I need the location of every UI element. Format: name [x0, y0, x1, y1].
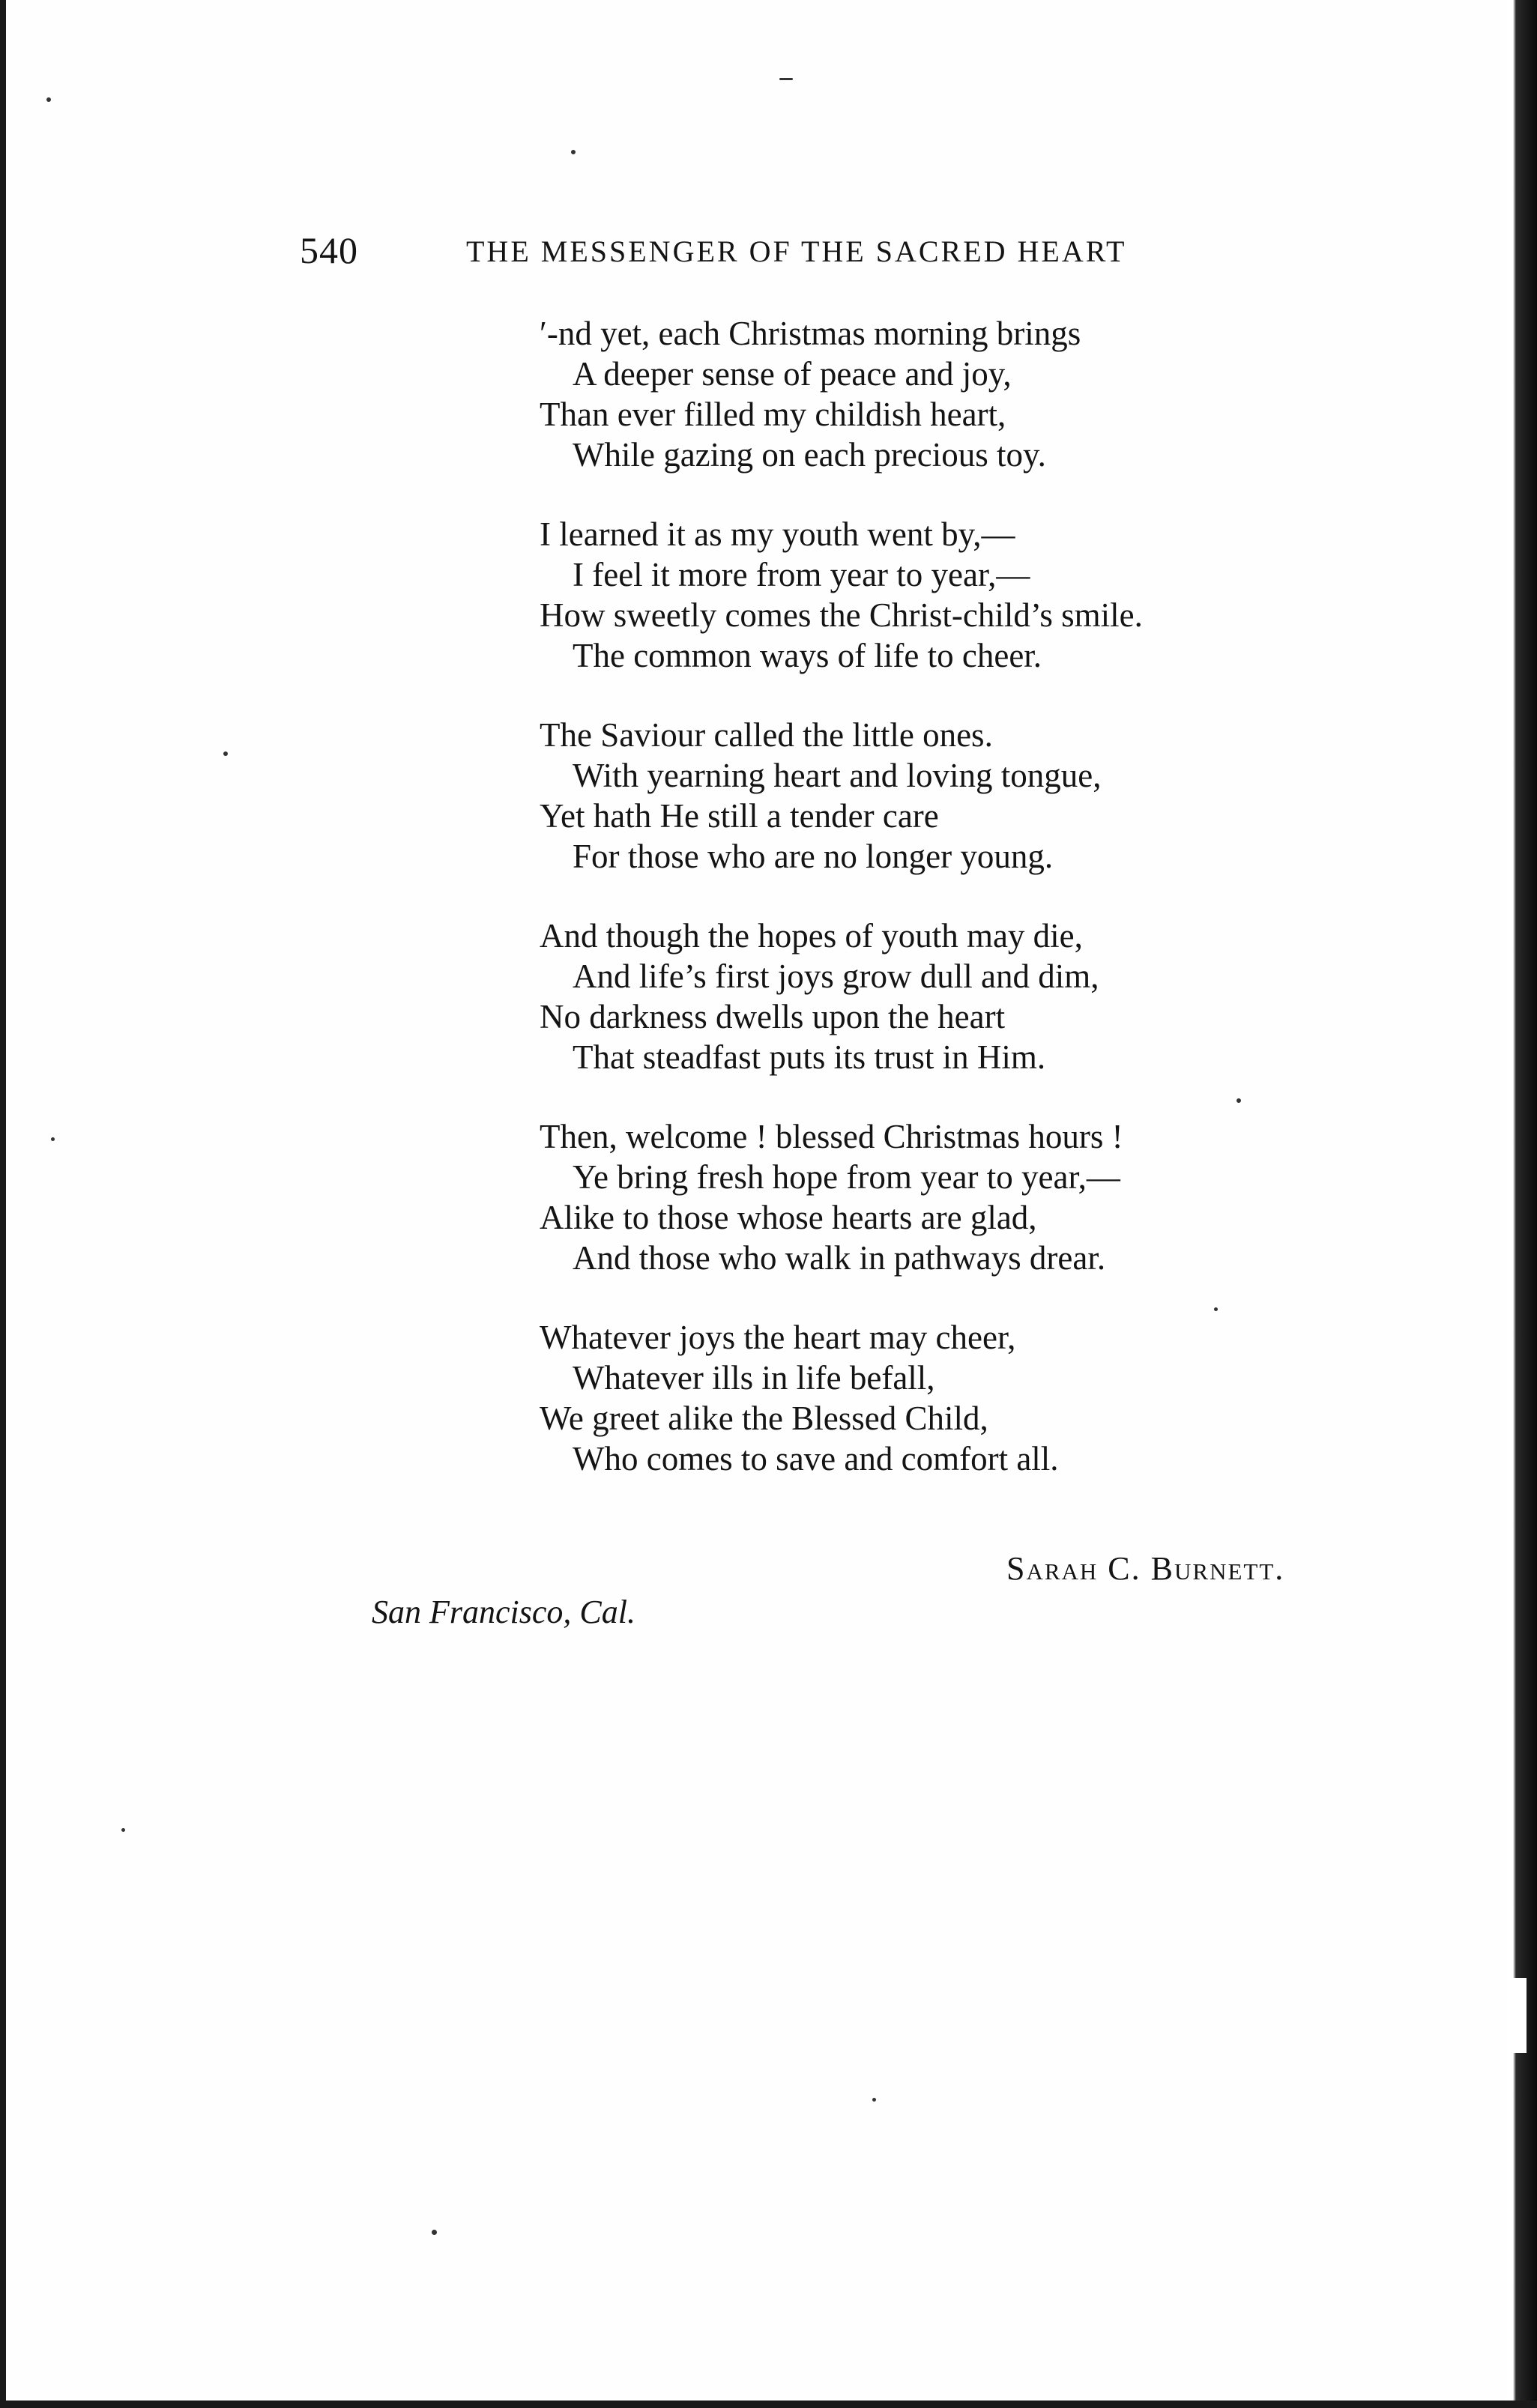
- stanza-3: [540, 715, 1401, 877]
- poem-line: And those who walk in pathways drear.: [573, 1239, 1106, 1277]
- poem-line: Then, welcome ! blessed Christmas hours !: [540, 1118, 1123, 1155]
- scan-speck: [46, 97, 51, 102]
- scan-speck: [432, 2230, 437, 2235]
- poem-line: For those who are no longer young.: [573, 838, 1054, 875]
- poem-line: A deeper sense of peace and joy,: [573, 355, 1012, 393]
- poem: [540, 313, 1401, 1518]
- scan-speck: [779, 78, 793, 80]
- poem-line: Yet hath He still a tender care: [540, 797, 939, 835]
- poem-line: And life’s first joys grow dull and dim,: [573, 958, 1099, 995]
- scan-speck: [223, 751, 228, 756]
- poem-line: That steadfast puts its trust in Him.: [573, 1038, 1046, 1076]
- poem-line: Alike to those whose hearts are glad,: [540, 1199, 1037, 1236]
- poem-line: How sweetly comes the Christ-child’s smile.: [540, 596, 1143, 634]
- page-edge-blot: [1507, 1978, 1527, 2053]
- stanza-5: [540, 1116, 1401, 1278]
- poem-line: With yearning heart and loving tongue,: [573, 757, 1102, 794]
- poem-line: No darkness dwells upon the heart: [540, 998, 1006, 1035]
- place-line: San Francisco, Cal.: [372, 1594, 635, 1630]
- page-left-edge: [0, 0, 6, 2408]
- scan-speck: [872, 2098, 876, 2102]
- poem-line: Than ever filled my childish heart,: [540, 396, 1006, 433]
- poem-line: Ye bring fresh hope from year to year,—: [573, 1158, 1120, 1196]
- poem-line: I feel it more from year to year,—: [573, 556, 1030, 593]
- scan-speck: [121, 1828, 125, 1832]
- stanza-2: [540, 514, 1401, 676]
- poem-line: The common ways of life to cheer.: [573, 637, 1042, 674]
- poem-line: The Saviour called the little ones.: [540, 716, 993, 754]
- poem-line: ′-nd yet, each Christmas morning brings: [540, 315, 1081, 352]
- poem-line: Who comes to save and comfort all.: [573, 1440, 1059, 1477]
- page-bottom-edge: [0, 2401, 1537, 2408]
- stanza-6: [540, 1317, 1401, 1479]
- poem-line: While gazing on each precious toy.: [573, 436, 1046, 474]
- poem-line: We greet alike the Blessed Child,: [540, 1400, 988, 1437]
- scan-speck: [51, 1137, 55, 1141]
- poem-line: I learned it as my youth went by,—: [540, 515, 1015, 553]
- author-signature: Sarah C. Burnett.: [1006, 1550, 1285, 1587]
- running-title: THE MESSENGER OF THE SACRED HEART: [466, 235, 1127, 268]
- poem-line: And though the hopes of youth may die,: [540, 917, 1083, 955]
- poem-line: Whatever ills in life befall,: [573, 1359, 935, 1397]
- poem-line: Whatever joys the heart may cheer,: [540, 1319, 1016, 1356]
- page-number: 540: [300, 229, 358, 271]
- stanza-1: [540, 313, 1401, 475]
- scan-speck: [571, 150, 576, 154]
- stanza-4: [540, 916, 1401, 1077]
